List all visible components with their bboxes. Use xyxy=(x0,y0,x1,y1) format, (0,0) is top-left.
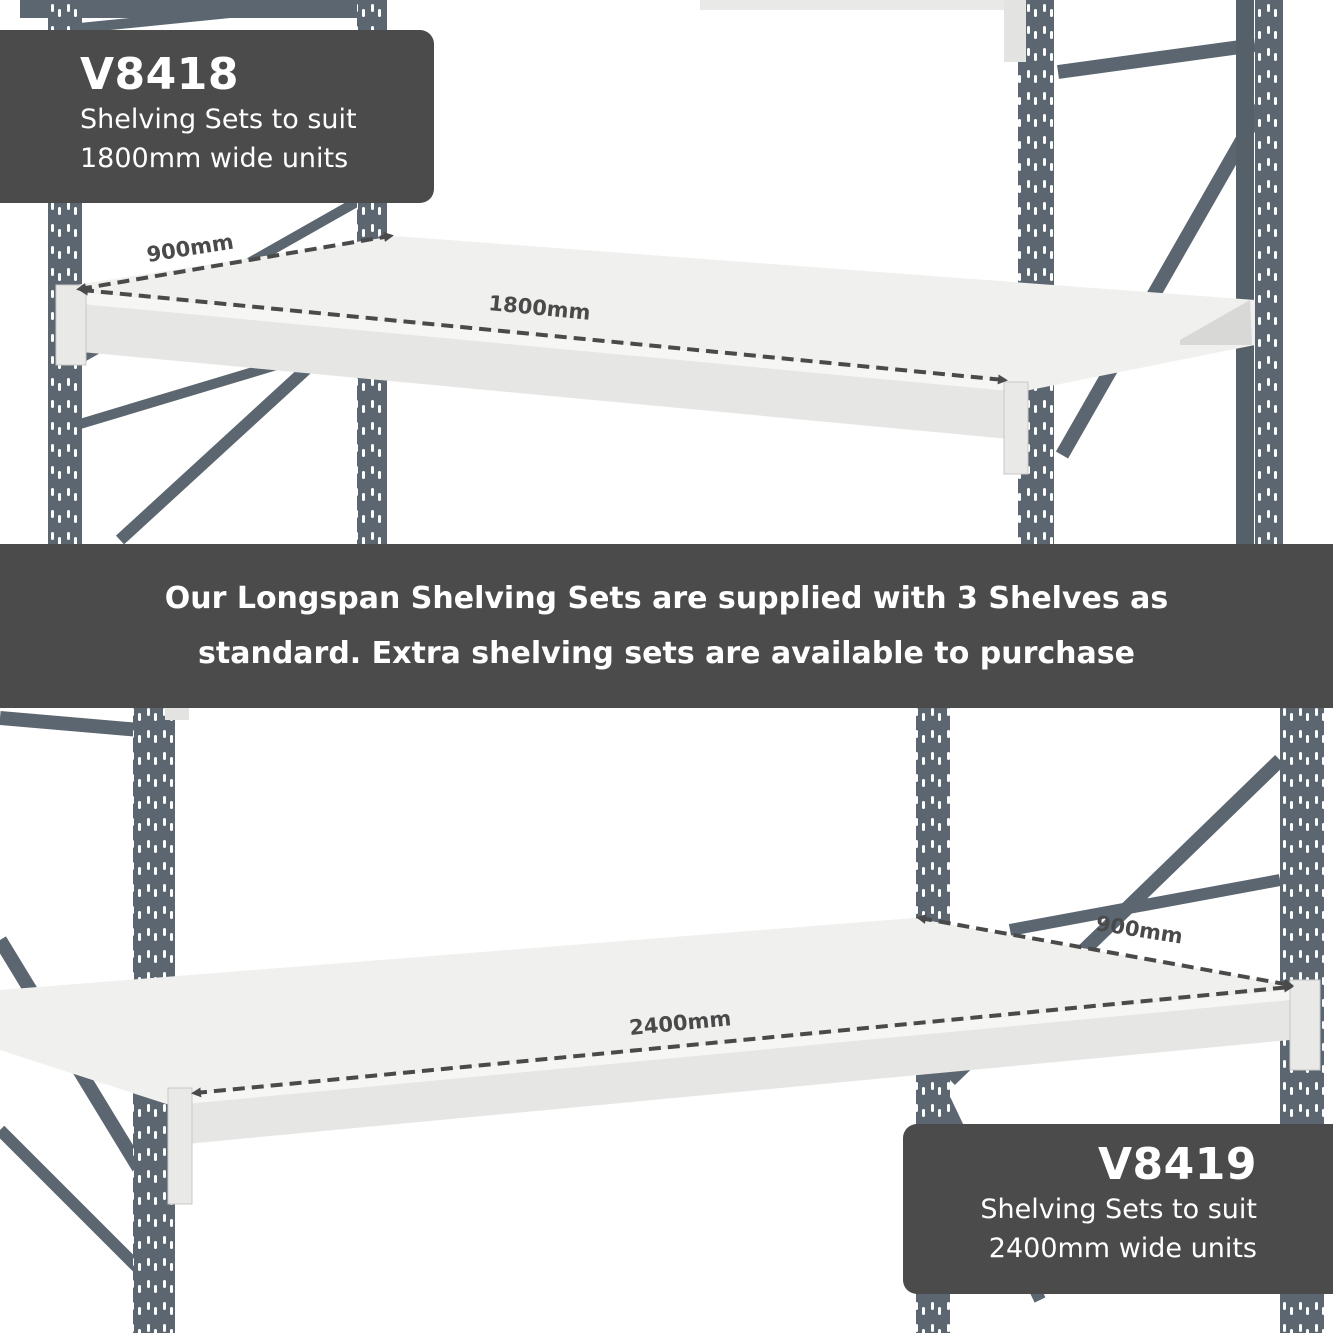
bottom-product-panel xyxy=(903,1124,1333,1294)
bottom-width-label: 2400mm xyxy=(628,1006,733,1040)
top-product-panel xyxy=(0,30,434,203)
bottom-depth-label: 900mm xyxy=(1094,911,1185,949)
top-product-line1: Shelving Sets to suit xyxy=(80,104,357,135)
top-depth-label: 900mm xyxy=(145,229,236,267)
info-banner xyxy=(0,544,1333,708)
bottom-product-code: V8419 xyxy=(1097,1139,1257,1190)
top-product-line2: 1800mm wide units xyxy=(80,143,349,174)
info-banner-text: Our Longspan Shelving Sets are supplied with 3 Shelves as standard. Extra shelving sets are available to purchase xyxy=(164,581,1169,671)
bottom-product-line2: 2400mm wide units xyxy=(988,1233,1257,1264)
bottom-product-line1: Shelving Sets to suit xyxy=(980,1194,1257,1225)
top-width-label: 1800mm xyxy=(487,291,592,325)
top-product-code: V8418 xyxy=(80,49,240,100)
